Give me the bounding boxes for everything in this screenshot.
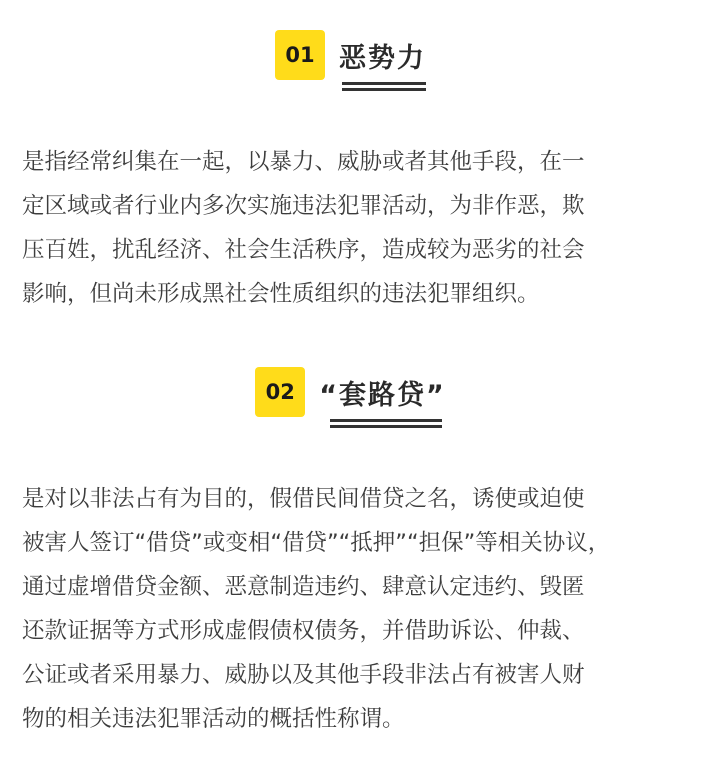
section-2-heading (0, 367, 701, 417)
section-1-heading (0, 30, 701, 80)
section-2-line-3: 通过虚增借贷金额、恶意制造违约、肆意认定违约、毁匿 (22, 574, 585, 600)
section-2-line-2: 被害人签订“借贷”或变相“借贷”“抵押”“担保”等相关协议， (22, 530, 611, 556)
section-1-title: 恶势力 (339, 42, 426, 74)
section-2-body (22, 477, 682, 741)
section-1-line-3: 压百姓，扰乱经济、社会生活秩序，造成较为恶劣的社会 (22, 237, 585, 263)
section-1-body (22, 140, 682, 316)
section-2-line-6: 物的相关违法犯罪活动的概括性称谓。 (22, 706, 405, 732)
section-1-line-4: 影响，但尚未形成黑社会性质组织的违法犯罪组织。 (22, 281, 540, 307)
section-1-title-underline (342, 82, 426, 91)
section-2-number-badge: 02 (255, 367, 305, 417)
section-1-number-badge: 01 (275, 30, 325, 80)
section-2-title-underline (330, 419, 442, 428)
section-1-line-1: 是指经常纠集在一起，以暴力、威胁或者其他手段，在一 (22, 149, 585, 175)
section-2-line-5: 公证或者采用暴力、威胁以及其他手段非法占有被害人财 (22, 662, 585, 688)
section-2-line-4: 还款证据等方式形成虚假债权债务，并借助诉讼、仲裁、 (22, 618, 585, 644)
section-1-line-2: 定区域或者行业内多次实施违法犯罪活动，为非作恶，欺 (22, 193, 585, 219)
section-2-line-1: 是对以非法占有为目的，假借民间借贷之名，诱使或迫使 (22, 486, 585, 512)
section-2-title: “套路贷” (319, 379, 446, 411)
